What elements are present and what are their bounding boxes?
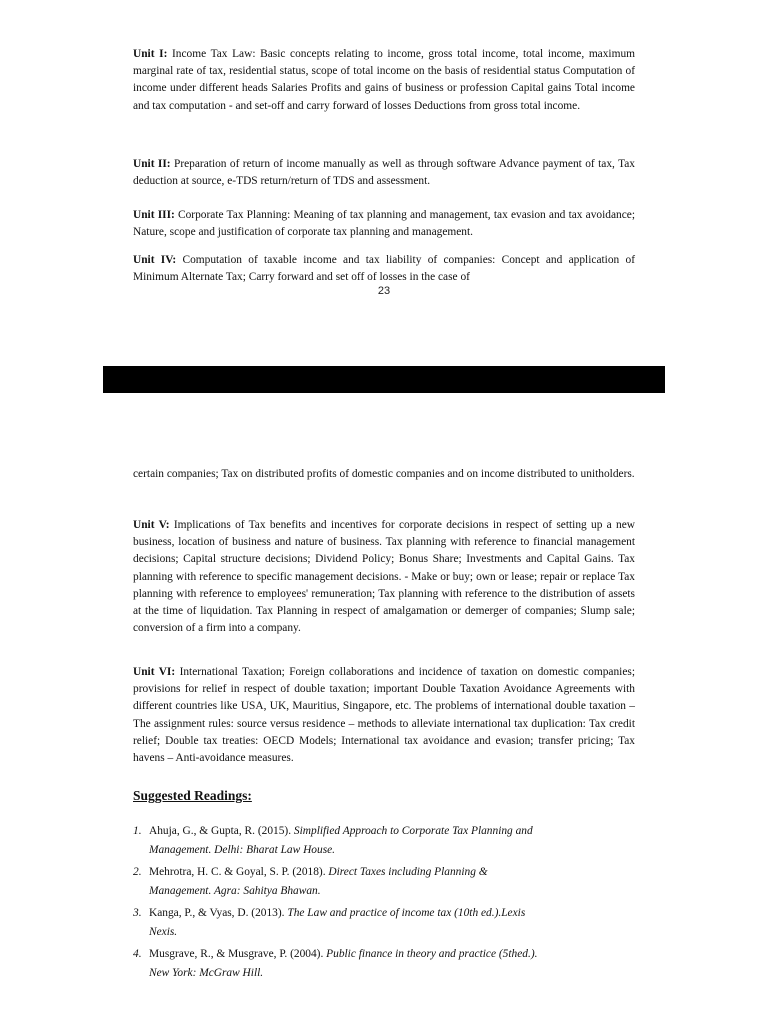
unit-5-paragraph — [133, 517, 635, 637]
reading-item — [133, 863, 635, 901]
reading-title: Simplified Approach to Corporate Tax Planning and — [293, 825, 533, 837]
reading-publisher: Nexis. — [149, 926, 178, 938]
reading-number: 1. — [133, 825, 142, 837]
reading-authors: Kanga, P., & Vyas, D. (2013). — [149, 907, 288, 919]
reading-item — [133, 904, 635, 942]
unit-4-text: Computation of taxable income and tax liability of companies: Concept and application of Minimum Alternate Tax; Carry forward and set off of losses in the case of — [133, 254, 635, 284]
unit-1-text: Income Tax Law: Basic concepts relating to income, gross total income, total income, maximum marginal rate of tax, residential status, scope of total income on the basis of residential status Computation of income under different heads Salaries Profits and gains of business or profession Capital gains Total income and tax computation - and set-off and carry forward of losses Deductions from gross total income. — [133, 48, 636, 112]
reading-title: The Law and practice of income tax (10th ed.).Lexis — [287, 907, 526, 919]
unit-3-paragraph — [133, 207, 635, 241]
unit-1-label: Unit I: — [133, 48, 168, 60]
suggested-readings-heading: Suggested Readings: — [133, 788, 252, 803]
unit-4-paragraph — [133, 252, 635, 286]
page-break-bar — [103, 366, 665, 393]
reading-publisher: New York: McGraw Hill. — [149, 967, 264, 979]
reading-number: 3. — [133, 907, 142, 919]
reading-publisher: Management. Delhi: Bharat Law House. — [149, 844, 336, 856]
unit-4-label: Unit IV: — [133, 254, 177, 266]
unit-5-label: Unit V: — [133, 519, 170, 531]
page-number: 23 — [377, 285, 391, 297]
reading-title: Public finance in theory and practice (5thed.). — [326, 948, 538, 960]
unit-3-text: Corporate Tax Planning: Meaning of tax planning and management, tax evasion and tax avoidance; Nature, scope and justification of corporate tax planning and management. — [133, 209, 636, 239]
continuation-paragraph: certain companies; Tax on distributed profits of domestic companies and on income distributed to unitholders. — [133, 468, 635, 480]
reading-item — [133, 822, 635, 860]
unit-6-label: Unit VI: — [133, 666, 176, 678]
reading-number: 2. — [133, 866, 142, 878]
reading-number: 4. — [133, 948, 142, 960]
reading-authors: Mehrotra, H. C. & Goyal, S. P. (2018). — [149, 866, 329, 878]
unit-2-label: Unit II: — [133, 158, 171, 170]
unit-3-label: Unit III: — [133, 209, 175, 221]
unit-2-text: Preparation of return of income manually as well as through software Advance payment of tax, Tax deduction at source, e-TDS return/return of TDS and assessment. — [133, 158, 635, 188]
readings-list — [133, 822, 635, 986]
unit-6-text: International Taxation; Foreign collaborations and incidence of taxation on domestic companies; provisions for relief in respect of double taxation; important Double Taxation Avoidance Agreements with different countries like USA, UK, Mauritius, Singapore, etc. The problems of international double taxation – The assignment rules: source versus residence – methods to alleviate international tax duplication: Tax credit relief; Double tax treaties: OECD Models; International tax avoidance and evasion; transfer pricing; Tax havens – Anti-avoidance measures. — [133, 666, 635, 765]
reading-authors: Ahuja, G., & Gupta, R. (2015). — [149, 825, 294, 837]
unit-1-paragraph — [133, 46, 635, 115]
unit-2-paragraph — [133, 156, 635, 190]
reading-authors: Musgrave, R., & Musgrave, P. (2004). — [149, 948, 327, 960]
reading-item — [133, 945, 635, 983]
reading-publisher: Management. Agra: Sahitya Bhawan. — [149, 885, 321, 897]
reading-title: Direct Taxes including Planning & — [328, 866, 488, 878]
unit-5-text: Implications of Tax benefits and incentives for corporate decisions in respect of setting up a new business, location of business and nature of business. Tax planning with reference to financial management decisions; Capital structure decisions; Dividend Policy; Bonus Share; Investments and Capital Gains. Tax planning with reference to specific management decisions. - Make or buy; own or lease; repair or replace Tax planning with reference to employees' remuneration; Tax planning with reference to the distribution of assets at the time of liquidation. Tax Planning in respect of amalgamation or demerger of companies; Slump sale; conversion of a firm into a company. — [133, 519, 635, 635]
unit-6-paragraph — [133, 664, 635, 767]
